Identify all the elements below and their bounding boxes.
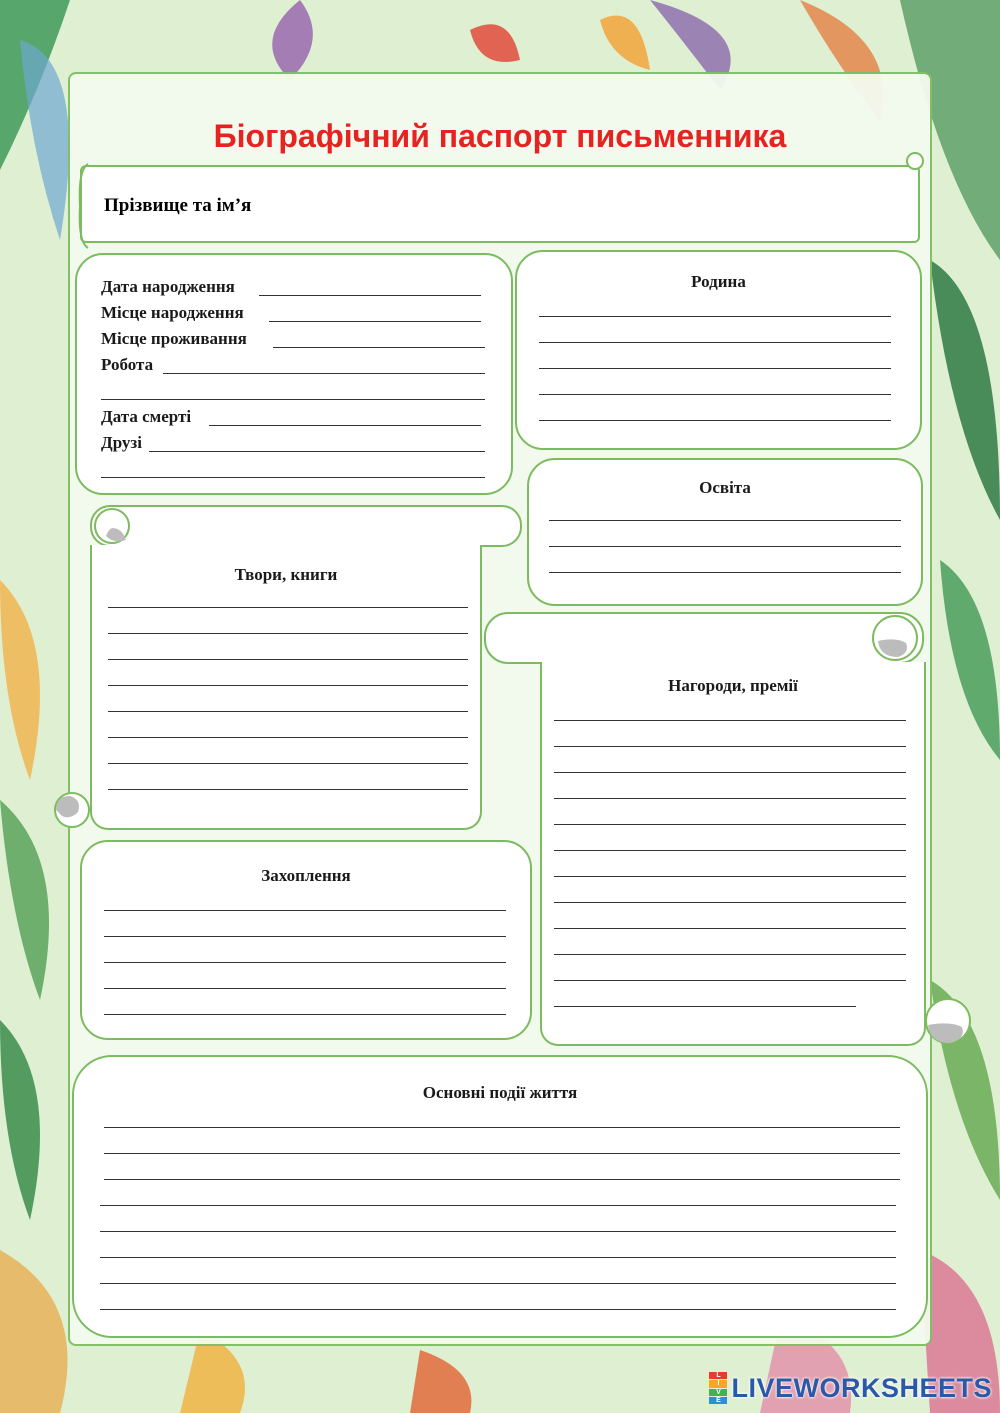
answer-line[interactable] <box>108 685 468 686</box>
answer-line[interactable] <box>539 316 891 317</box>
answer-line[interactable] <box>554 772 906 773</box>
field-work: Робота <box>101 355 154 374</box>
answer-line[interactable] <box>100 1309 896 1310</box>
awards-scroll-top <box>484 612 924 664</box>
answer-line[interactable] <box>100 1231 896 1232</box>
answer-line[interactable] <box>554 1006 856 1007</box>
answer-line[interactable] <box>104 1127 900 1128</box>
field-birth-place-line[interactable] <box>269 321 481 322</box>
answer-line[interactable] <box>554 798 906 799</box>
works-title: Твори, книги <box>234 565 338 584</box>
logo-letter: I <box>709 1380 727 1387</box>
scroll-curl-icon <box>904 150 926 172</box>
awards-box <box>540 662 926 1046</box>
name-field-box <box>80 165 920 243</box>
answer-line[interactable] <box>108 789 468 790</box>
field-friends-line-2[interactable] <box>101 477 485 478</box>
field-birth-date: Дата народження <box>101 277 235 296</box>
answer-line[interactable] <box>108 659 468 660</box>
answer-line[interactable] <box>554 746 906 747</box>
answer-line[interactable] <box>539 420 891 421</box>
answer-line[interactable] <box>554 876 906 877</box>
answer-line[interactable] <box>100 1257 896 1258</box>
answer-line[interactable] <box>104 1153 900 1154</box>
scroll-curl-icon <box>92 506 132 546</box>
life-events-title: Основні події життя <box>422 1083 578 1102</box>
education-box <box>527 458 923 606</box>
answer-line[interactable] <box>108 737 468 738</box>
works-box <box>90 545 482 830</box>
answer-line[interactable] <box>554 902 906 903</box>
field-death-date-line[interactable] <box>209 425 481 426</box>
liveworksheets-logo-icon <box>709 1372 727 1404</box>
logo-letter: L <box>709 1372 727 1379</box>
scroll-curl-icon <box>76 160 100 252</box>
watermark-text: LIVEWORKSHEETS <box>731 1372 992 1403</box>
answer-line[interactable] <box>554 850 906 851</box>
hobbies-title: Захоплення <box>261 866 351 885</box>
answer-line[interactable] <box>554 928 906 929</box>
answer-line[interactable] <box>104 1014 506 1015</box>
answer-line[interactable] <box>554 720 906 721</box>
answer-line[interactable] <box>104 962 506 963</box>
answer-line[interactable] <box>554 954 906 955</box>
logo-letter: E <box>709 1397 727 1404</box>
works-scroll-top <box>90 505 522 547</box>
answer-line[interactable] <box>104 936 506 937</box>
answer-line[interactable] <box>554 980 906 981</box>
answer-line[interactable] <box>100 1283 896 1284</box>
answer-line[interactable] <box>104 1179 900 1180</box>
answer-line[interactable] <box>554 824 906 825</box>
hobbies-box <box>80 840 532 1040</box>
answer-line[interactable] <box>539 368 891 369</box>
personal-info-box <box>75 253 513 495</box>
education-title: Освіта <box>699 478 751 497</box>
answer-line[interactable] <box>539 342 891 343</box>
family-title: Родина <box>691 272 746 291</box>
field-birth-date-line[interactable] <box>259 295 481 296</box>
field-birth-place: Місце народження <box>101 303 244 322</box>
scroll-curl-icon <box>870 613 920 663</box>
liveworksheets-watermark <box>709 1369 992 1407</box>
answer-line[interactable] <box>108 763 468 764</box>
field-work-line-2[interactable] <box>101 399 485 400</box>
answer-line[interactable] <box>549 572 901 573</box>
page-title: Біографічний паспорт письменника <box>213 118 787 154</box>
awards-title: Нагороди, премії <box>668 676 798 695</box>
field-friends-line[interactable] <box>149 451 485 452</box>
answer-line[interactable] <box>104 910 506 911</box>
scroll-curl-icon <box>52 790 94 830</box>
life-events-box <box>72 1055 928 1338</box>
answer-line[interactable] <box>549 546 901 547</box>
field-death-date: Дата смерті <box>101 407 192 426</box>
field-friends: Друзі <box>101 433 142 452</box>
field-work-line[interactable] <box>163 373 485 374</box>
family-box <box>515 250 922 450</box>
field-residence-line[interactable] <box>273 347 485 348</box>
answer-line[interactable] <box>100 1205 896 1206</box>
logo-letter: V <box>709 1389 727 1396</box>
field-residence: Місце проживання <box>101 329 247 348</box>
answer-line[interactable] <box>104 988 506 989</box>
name-field-label: Прізвище та ім’я <box>104 195 252 216</box>
answer-line[interactable] <box>539 394 891 395</box>
answer-line[interactable] <box>108 711 468 712</box>
answer-line[interactable] <box>108 633 468 634</box>
answer-line[interactable] <box>108 607 468 608</box>
scroll-curl-icon <box>922 995 974 1047</box>
answer-line[interactable] <box>549 520 901 521</box>
